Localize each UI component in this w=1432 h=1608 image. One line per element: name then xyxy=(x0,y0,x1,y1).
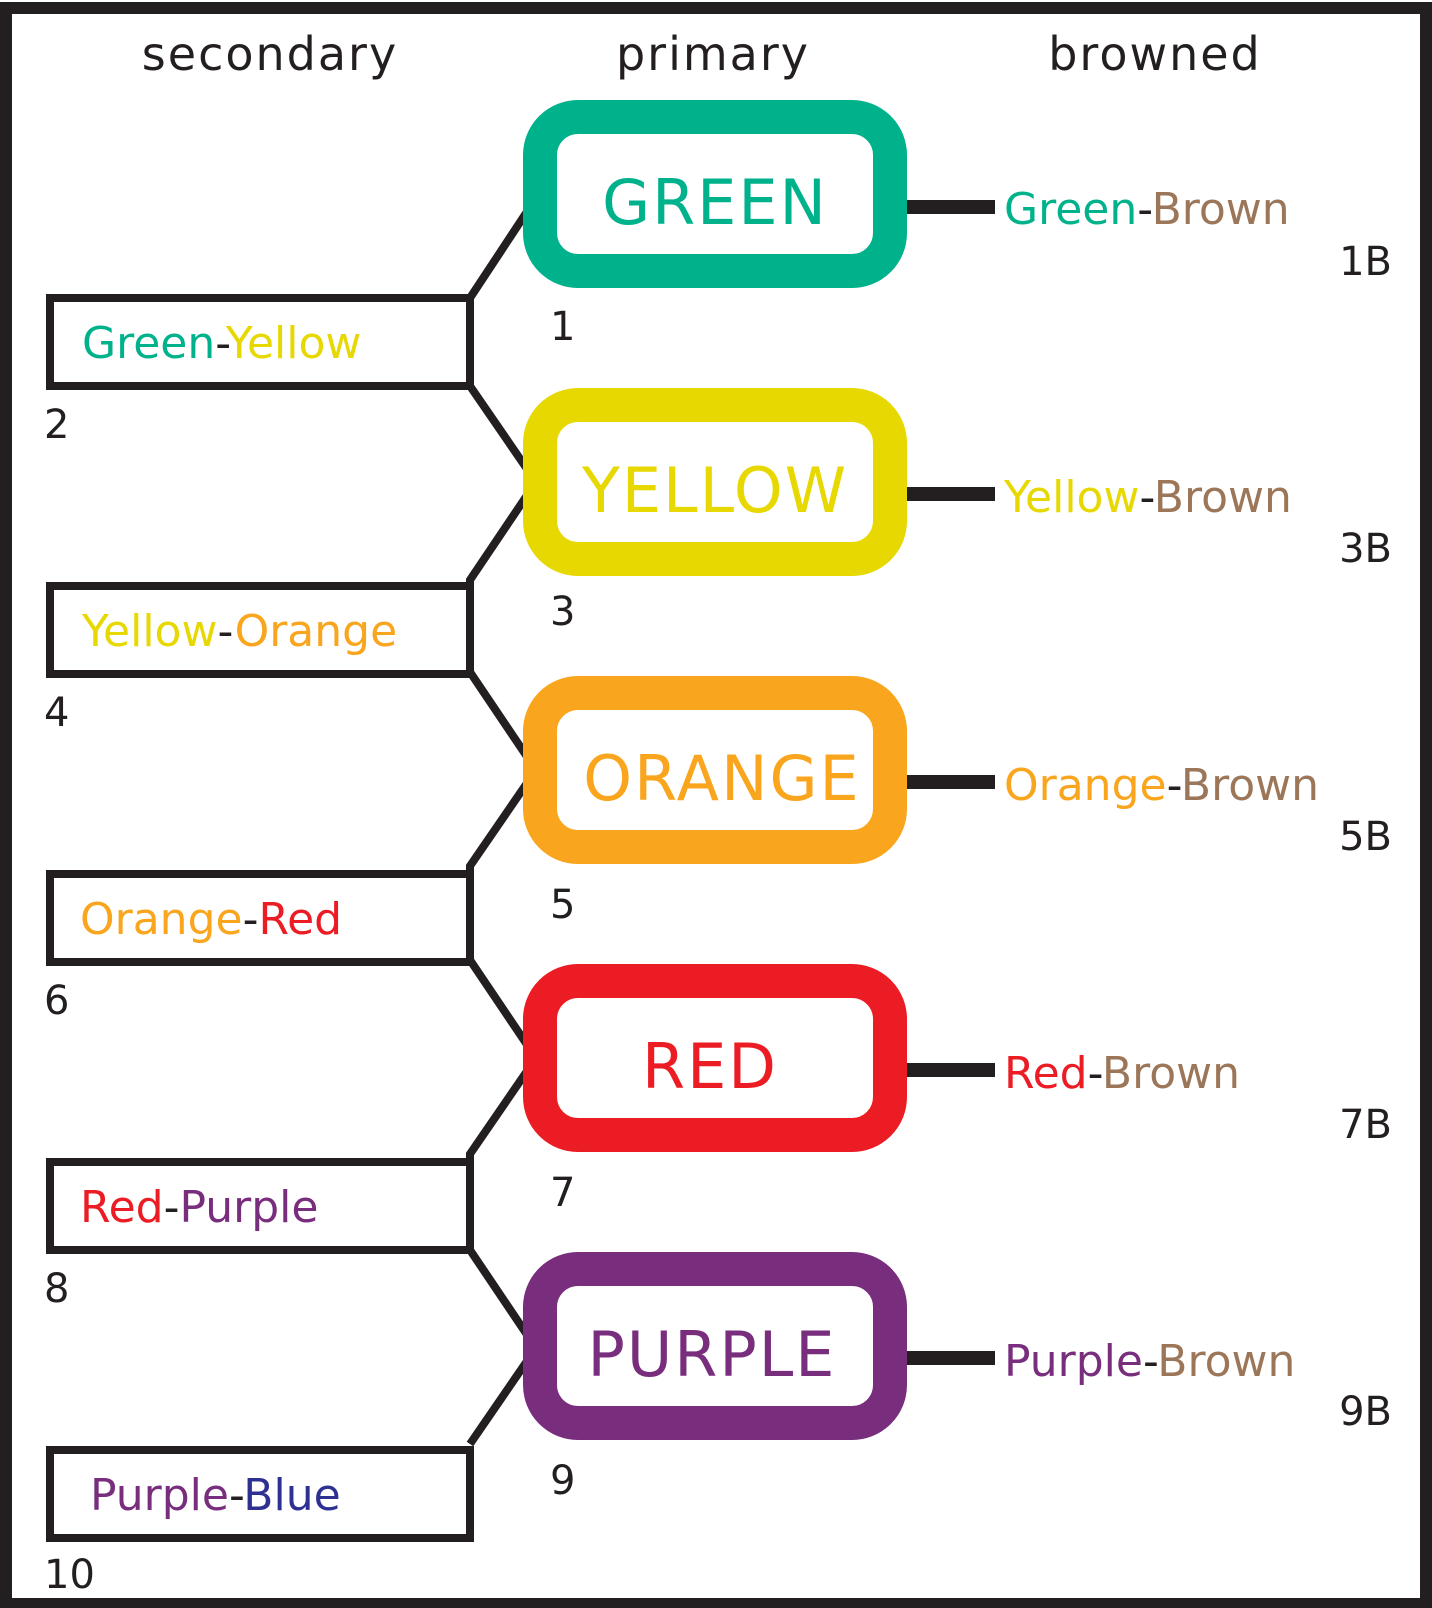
browned-label-yellow: Yellow-Brown xyxy=(1004,472,1292,523)
browned-code-9b: 9B xyxy=(1339,1389,1392,1435)
primary-label-purple: PURPLE xyxy=(587,1318,837,1391)
primary-green xyxy=(540,117,890,350)
secondary-label-red-purple: Red-Purple xyxy=(80,1182,319,1233)
browned-green xyxy=(907,184,1392,285)
secondary-label-green-yellow: Green-Yellow xyxy=(82,318,362,369)
secondary-number-4: 4 xyxy=(44,690,70,736)
browned-red xyxy=(907,1048,1392,1148)
browned-code-1b: 1B xyxy=(1339,239,1392,285)
browned-label-green: Green-Brown xyxy=(1004,184,1290,235)
primary-label-orange: ORANGE xyxy=(583,742,861,815)
secondary-red-purple xyxy=(44,1162,470,1312)
secondary-yellow-orange xyxy=(44,586,470,736)
browned-code-5b: 5B xyxy=(1339,814,1392,860)
secondary-label-yellow-orange: Yellow-Orange xyxy=(82,606,398,657)
browned-orange xyxy=(907,760,1392,860)
primary-number-9: 9 xyxy=(550,1458,576,1504)
secondary-orange-red xyxy=(44,874,470,1024)
header-primary: primary xyxy=(615,27,811,81)
secondary-label-orange-red: Orange-Red xyxy=(80,894,343,945)
browned-label-orange: Orange-Brown xyxy=(1004,760,1319,811)
secondary-green-yellow xyxy=(44,298,470,448)
secondary-number-6: 6 xyxy=(44,978,70,1024)
primary-yellow xyxy=(540,405,890,635)
header-browned: browned xyxy=(1048,27,1262,81)
secondary-purple-blue xyxy=(44,1450,470,1598)
browned-code-7b: 7B xyxy=(1339,1102,1392,1148)
primary-number-1: 1 xyxy=(550,304,576,350)
secondary-label-purple-blue: Purple-Blue xyxy=(90,1470,341,1521)
secondary-number-2: 2 xyxy=(44,402,70,448)
primary-red xyxy=(540,981,890,1216)
secondary-number-8: 8 xyxy=(44,1266,70,1312)
primary-label-red: RED xyxy=(642,1030,778,1103)
browned-yellow xyxy=(907,472,1392,572)
primary-number-5: 5 xyxy=(550,882,576,928)
primary-label-green: GREEN xyxy=(602,166,828,239)
primary-number-3: 3 xyxy=(550,589,576,635)
browned-label-red: Red-Brown xyxy=(1004,1048,1241,1099)
header-secondary: secondary xyxy=(141,27,399,81)
primary-label-yellow: YELLOW xyxy=(581,454,849,527)
primary-purple xyxy=(540,1269,890,1504)
browned-label-purple: Purple-Brown xyxy=(1004,1336,1296,1387)
secondary-number-10: 10 xyxy=(44,1552,95,1598)
browned-code-3b: 3B xyxy=(1339,526,1392,572)
primary-number-7: 7 xyxy=(550,1170,576,1216)
browned-purple xyxy=(907,1336,1392,1435)
primary-orange xyxy=(540,693,890,928)
